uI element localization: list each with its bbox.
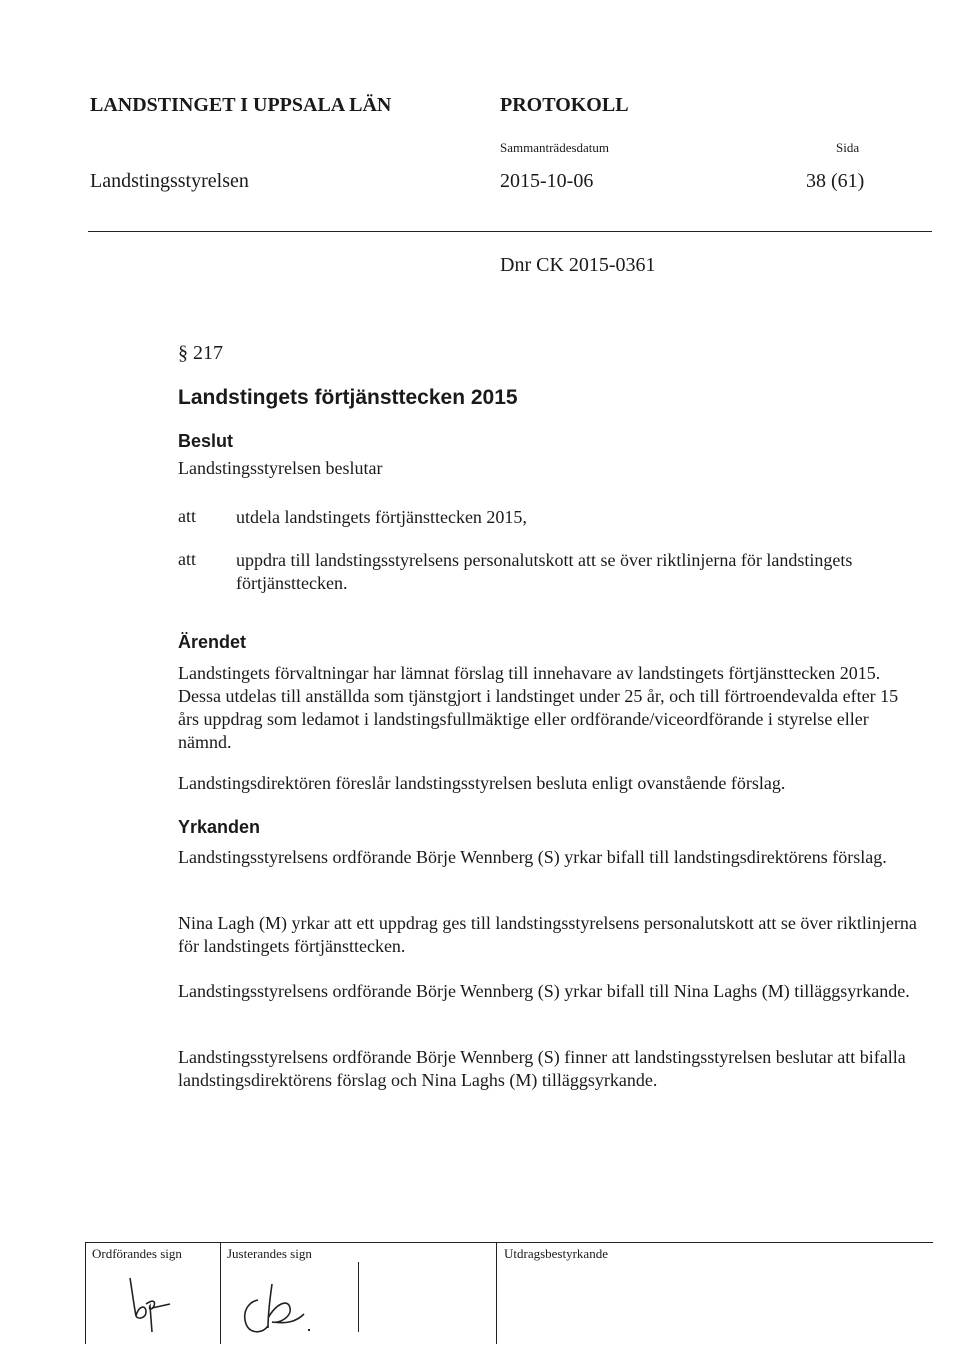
adjuster-sign-label: Justerandes sign bbox=[227, 1246, 312, 1261]
organization-name: LANDSTINGET I UPPSALA LÄN bbox=[90, 94, 392, 116]
yrkanden-paragraph: Landstingsstyrelsens ordförande Börje Wennberg (S) yrkar bifall till landstingsdirektörens förslag. bbox=[178, 847, 887, 867]
signature-separator bbox=[496, 1275, 497, 1335]
heading-beslut: Beslut bbox=[178, 431, 234, 451]
signature-separator bbox=[358, 1262, 359, 1332]
page-label: Sida bbox=[836, 140, 860, 155]
arendet-paragraph: Landstingsdirektören föreslår landstingsstyrelsen besluta enligt ovanstående förslag. bbox=[178, 773, 786, 793]
excerpt-certification-label: Utdragsbestyrkande bbox=[504, 1246, 608, 1261]
section-number: § 217 bbox=[178, 342, 223, 364]
page-number: 38 (61) bbox=[806, 170, 865, 192]
section-title: Landstingets förtjänsttecken 2015 bbox=[178, 386, 518, 409]
beslut-intro: Landstingsstyrelsen beslutar bbox=[178, 458, 383, 478]
adjuster-initials-signature bbox=[232, 1278, 322, 1340]
arendet-paragraph: Landstingets förvaltningar har lämnat förslag till innehavare av landstingets förtjänsttecken 2015. Dessa utdelas till anställda som tjänstgjort i landstinget under 25 år, och till förtroendevalda efter 15 års uppdrag som ledamot i landstingsfullmäktige eller ordförande/viceordförande i styrelse eller nämnd. bbox=[178, 663, 899, 752]
yrkanden-paragraph: Nina Lagh (M) yrkar att ett uppdrag ges till landstingsstyrelsens personalutskott att se över riktlinjerna för landstingets förtjänsttecken. bbox=[178, 913, 917, 956]
document-type: PROTOKOLL bbox=[500, 94, 629, 116]
beslut-item-text: uppdra till landstingsstyrelsens personalutskott att se över riktlinjerna för landstingets förtjänsttecken. bbox=[236, 550, 853, 593]
yrkanden-paragraph: Landstingsstyrelsens ordförande Börje Wennberg (S) finner att landstingsstyrelsen beslutar att bifalla landstingsdirektörens förslag och Nina Laghs (M) tilläggsyrkande. bbox=[178, 1047, 906, 1090]
beslut-item-text: utdela landstingets förtjänsttecken 2015, bbox=[236, 507, 527, 527]
meeting-date-label: Sammanträdesdatum bbox=[500, 140, 610, 155]
footer-divider bbox=[220, 1242, 221, 1344]
footer-divider bbox=[85, 1242, 86, 1344]
committee-name: Landstingsstyrelsen bbox=[90, 170, 249, 192]
diary-number: Dnr CK 2015-0361 bbox=[500, 254, 656, 276]
beslut-item-label: att bbox=[178, 549, 196, 569]
meeting-date: 2015-10-06 bbox=[500, 170, 594, 192]
yrkanden-paragraph: Landstingsstyrelsens ordförande Börje Wennberg (S) yrkar bifall till Nina Laghs (M) tilläggsyrkande. bbox=[178, 981, 910, 1001]
heading-arendet: Ärendet bbox=[178, 632, 247, 652]
chair-sign-label: Ordförandes sign bbox=[92, 1246, 182, 1261]
chair-initials-signature bbox=[112, 1270, 182, 1340]
beslut-item-label: att bbox=[178, 506, 196, 526]
header-divider bbox=[88, 231, 932, 232]
heading-yrkanden: Yrkanden bbox=[178, 817, 261, 837]
